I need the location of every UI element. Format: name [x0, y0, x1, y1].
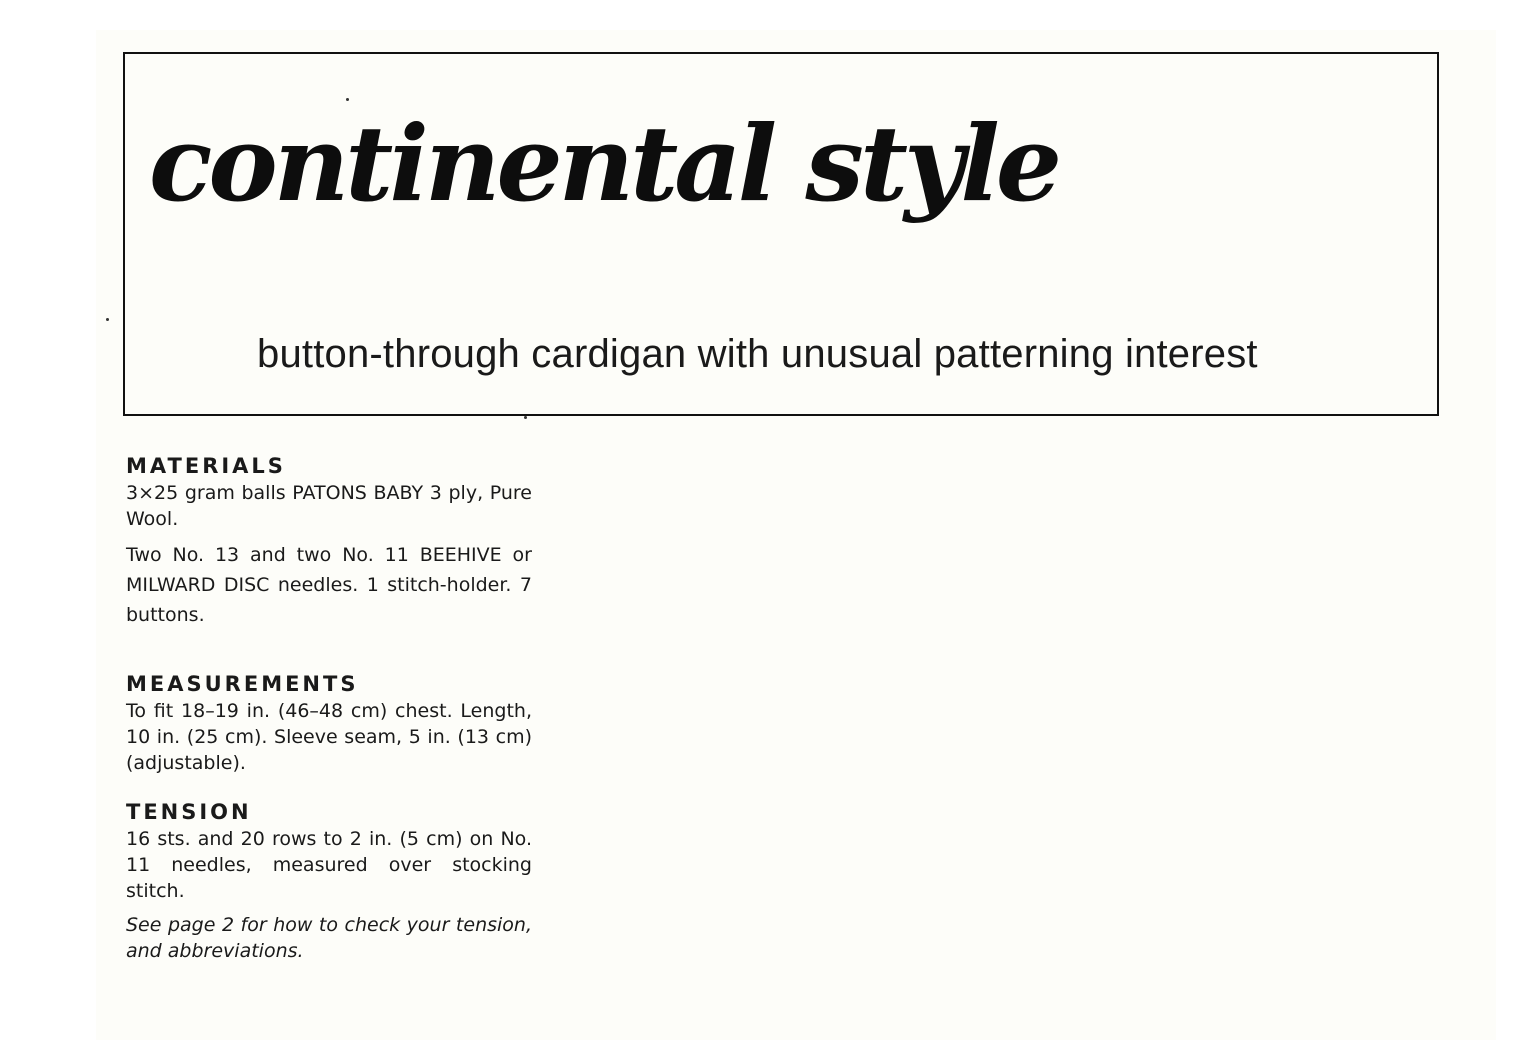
- page-title: continental style: [149, 102, 1059, 225]
- tension-heading: TENSION: [126, 800, 252, 824]
- materials-yarn-text: 3×25 gram balls PATONS BABY 3 ply, Pure Wool.: [126, 482, 532, 530]
- materials-section: [126, 452, 532, 630]
- print-speck: [106, 318, 109, 321]
- materials-needles-text: Two No. 13 and two No. 11 BEEHIVE or MILWARD DISC needles. 1 stitch-holder. 7 buttons.: [126, 544, 532, 626]
- page-subtitle: button-through cardigan with unusual patterning interest: [257, 332, 1258, 376]
- print-speck: [346, 98, 349, 101]
- tension-note: See page 2 for how to check your tension, and abbreviations.: [126, 914, 532, 962]
- pattern-info-column: [126, 452, 532, 964]
- measurements-section: [126, 670, 532, 776]
- tension-text: 16 sts. and 20 rows to 2 in. (5 cm) on No. 11 needles, measured over stocking stitch.: [126, 828, 532, 902]
- print-speck: [524, 416, 527, 419]
- measurements-heading: MEASUREMENTS: [126, 672, 359, 696]
- title-box: [123, 52, 1439, 416]
- measurements-text: To fit 18–19 in. (46–48 cm) chest. Length, 10 in. (25 cm). Sleeve seam, 5 in. (13 cm) (adjustable).: [126, 700, 532, 774]
- materials-heading: MATERIALS: [126, 454, 286, 478]
- tension-section: [126, 798, 532, 964]
